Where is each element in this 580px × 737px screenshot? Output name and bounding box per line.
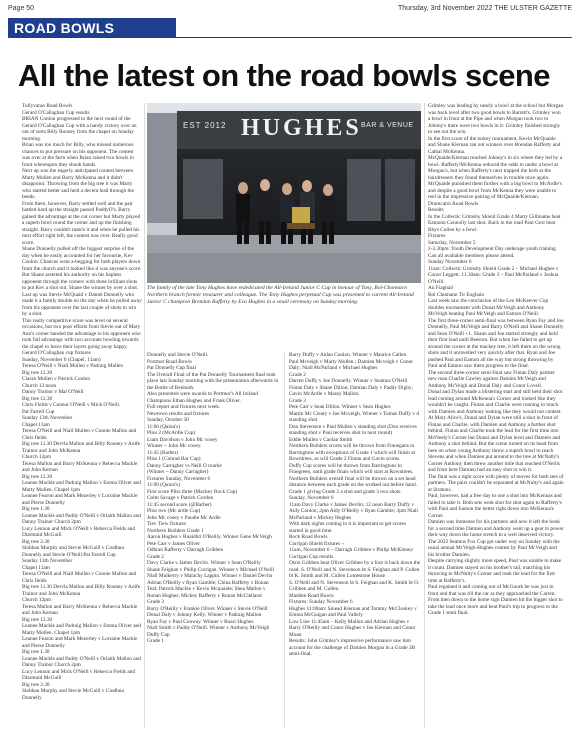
paragraph: Danny Carragher vs Neill O rourke: [147, 462, 222, 469]
paragraph: Donal and Dylan made a blistering start and still held their shot lead coming around McKenna's Corner and looked like they wouldn't be caught. Fintan and Charlie were running to touch with Damien and Anthony looking like they would not contest.: [428, 389, 563, 415]
paragraph: Northern Builders Grade 1: [147, 527, 204, 534]
paragraph: Sunday, November 6 (Chapel, 11am): [22, 356, 101, 363]
page-number: Page 50: [8, 5, 35, 12]
paragraph: Northern Builders scores will be thrown from Finnegans to Barringtons with exceptions of Grade 1 which will finish at Rowntrees, as will Grade 2 Fintan and Gavin scores.: [289, 443, 416, 462]
paragraph: Teresa O'Neill and Niall Mullen v Connie Mallon and Chris fields: [22, 428, 137, 441]
paragraph: S. O'Neill and N. Stevenson bt S. Feighan and K. Smith bt O. Gribben and M. Cullen.: [289, 579, 420, 592]
paragraph: Fintan Daly v Shane Dillon; Damian Daly v Paddy Digby; Gavin McArdle v Massy Mallon.: [289, 384, 414, 397]
paragraph: Davy Clarke v James Devlin. Winner v Sean O'Reilly: [147, 560, 261, 566]
paragraph: Pliss 2 (McArdle Cup): [147, 430, 196, 436]
paragraph: Sunday 13th November: [22, 558, 73, 564]
paragraph: Big tree 1.30: [22, 649, 50, 655]
paragraph: Results: [428, 207, 444, 213]
paragraph: Pete Carr v James Oliver: [147, 540, 200, 547]
column-divider: [424, 103, 425, 728]
sign-subtitle: BAR & VENUE: [361, 122, 414, 129]
paragraph: Results: John Grimley's impressive performance saw him account for the challenge of Damien Morgan in a Grade 3B semi-final.: [289, 638, 416, 657]
paragraph: Teresa Mallon and Barry McKenna v Rebecca Mackle and John Kernan: [22, 603, 138, 616]
paragraph: This really competitive score was level on several occasions, but two poor efforts from Stevie out of Mary Ann's corner handed the advantage to his opponent who took full advantage with two accurate bowling towards the chapel to leave their layers going away happy.: [22, 317, 141, 350]
paragraph: Grimley was leading by nearly a bowl at the school but Morgan was back level after two good bowls to Barrett's. Grimley won a bowl in front at the Pipe and when Morgan took two to Johnny's there were two bowls in it: Grimley finished strongly to see out the win.: [428, 103, 564, 135]
paragraph: Leanne Fearon and Mark Mezerley v Lorraine Mackle and Pierse Donnelly: [22, 493, 138, 506]
paragraph: Pat Farrell Cup: [22, 408, 55, 415]
paragraph: Adrian O'Reilly v Ryan Gamble; China Rafferty v Ronan Teal; Patrick Mackle v Kevin Mcquaide; Shea Mallon v Ronan Hughes; Mickey Rafferty v Ronan McClelland: [147, 579, 269, 599]
paragraph: Teresa O'Neill v Niall Mullen v Padraig Mullen: [22, 363, 124, 369]
paragraph: Despite carrying slightly more speed, Paul was unable to make it count. Damien stayed on his brother's tail, matching his throwing to McNulty's Corner and took the lead for the first time at Rafferty's.: [428, 558, 562, 584]
paragraph: The Overall Final of the Pat Donnelly Tournament final took place last Sunday morning with the presentation afterwards in the Bottle of Benburb.: [147, 371, 279, 391]
paragraph: Drumcairn Road Bowls: [428, 200, 479, 207]
paragraph: Aaron Hughes v Ruaidhri O'Reilly. Winner Gene McVeigh: [147, 534, 272, 540]
paragraph: Barry Duffy v Aidan Conlon. Winner v Maurice Callen: [289, 352, 407, 358]
paragraph: Pliss 1 (Conrad Bar Cup): [147, 456, 201, 462]
paragraph: Corrigan Shield fixtures ~: [289, 540, 345, 547]
paragraph: Darren Duffy v Joe Donnelly. Winner v Seamus O'Neill: [289, 378, 408, 384]
paragraph: 2-3.30pm: Youth Development Day underage youth training. Can all available members please attend.: [428, 246, 558, 259]
paragraph: Shane Donnelly pulled off the biggest surprise of the day when he easily accounted for her favourite, Kev Conlon. Chances went a-begging for both players down from the church and it looked like it was anyone's score.: [22, 246, 142, 272]
paragraph: The final was a tight score with plenty of moves for both sets of partners. The pairs couldn't be separated at McNulty's and again at Stratons.: [428, 473, 564, 493]
paragraph: 11am: Collectic Grimsby Shield Grade 2 – Michael Hughes v Conor Leggett. 11.30am: Grade 3 – Paul McParland v Joshua O'Neill.: [428, 265, 559, 285]
article-column-1: [22, 103, 142, 733]
paragraph: Brian was too much for Billy, who missed numerous chances to put pressure on his opponent. The contest was over at the farm when Brian raised two bowls in front whereupon they shook hands.: [22, 142, 134, 168]
paragraph: Bol Chumann Tir Eoghain: [428, 291, 485, 298]
paragraph: Big tree 1.30: [22, 506, 50, 512]
paragraph: Siobhan Murphy and Stevie McGuill v Ciodhna Donnelly and Stevie O'Neill.Pat Farrell Cup: [22, 545, 124, 558]
paragraph: Chapel 11am: [22, 421, 50, 428]
paragraph: Chris Fields v Connor O'Neill v Mick O'Neill.: [22, 402, 121, 408]
sign-name: HUGHES: [241, 115, 362, 141]
paragraph: Paul Mcveigh v Marty Mullen ; Damien Mcveigh v Conor Daly; Niall McParland v Michael Hughes: [289, 358, 414, 371]
paragraph: Danny Trainor v Mal O'Neill: [22, 389, 84, 395]
paragraph: Oisin Gribben beat Oliver Gribben by a foot is back down the road. S. O'Neill and N. Stevenson bt S. Feighan and P. Cullen bt K. Smith and M. Cullen Lomestone House: [289, 560, 421, 579]
paragraph: Hughes 11:00am: Sinead Kiernan and Tommy McCloskey v Emma McGuigan and Paul Vallely: [289, 605, 417, 618]
sign-year: EST 2012: [183, 121, 227, 130]
paragraph: Leanne Mackle and Paddy O'Neill v Orlaith Mallon and Danny Trainor Church 2pm: [22, 655, 141, 668]
paragraph: But Shane asserted his authority on his hapless opponent through the corners with three brilliant shots to put Kev a shot out. Shane the winner by over a shot.: [22, 272, 139, 291]
paragraph: Portmor Road Bowls: [147, 358, 192, 365]
paragraph: Leanne Fearon and Mark Mezerley v Lorraine Mackle and Pierse Donnelly: [22, 636, 138, 649]
page-header: [8, 5, 572, 15]
paragraph: Tullyvaran Road Bowls: [22, 103, 73, 109]
paragraph: Big tree 2.30: [22, 538, 50, 545]
paragraph: Ryan Fay v Paul Conway. Winner v Ruari Hughes: [147, 618, 254, 625]
paragraph: Grade 2: [289, 371, 306, 378]
paragraph: At Mary Alice's, Donal and Dylan were still a shot in front of Fintan and Charlie, with Damien and Anthony a further shot behind. Fintan and Charlie took the lead for the first time into McNeely's Corner but Donal and Dylan level and Damien and Anthony a shot behind. But the scene turned on its head from here on when young Anthony threw a superb bowl to reach Stevens and when Damien put around to the tree at McNally's Corner Anthony then threw another mile that reached O'Neills and from here Damien had an easy shot to win it.: [428, 415, 561, 473]
column-divider: [144, 103, 145, 728]
paragraph: Big tree 12.30: [22, 473, 53, 480]
paragraph: Pat Donnelly Cup final: [147, 365, 196, 371]
paragraph: In the first score of the turkey tournament, Kevin McQuaide and Shane Kiernan ran out winners over Brendan Rafferty and Cathal McKenna.: [428, 135, 561, 155]
paragraph: Paul regained it and coming out of McGourk he was just in front and that was till the car as they approached the Carren. From then down to the home sign Damien hit the bigger shot to take the lead once more and beat Paul's trip to progress to the Grade 1 semi final.: [428, 584, 563, 616]
paragraph: Niall Smith v Paddy O'Neill. Winner v Anthony McVeigh: [147, 625, 270, 631]
section-rule: [176, 37, 572, 38]
paragraph: Odhran Rafferty v Darragh Gribben: [147, 547, 224, 553]
paragraph: Also presented were awards to Portmor's All Ireland Champions Ethan Hughes and Frank Oliver.: [147, 391, 258, 404]
paragraph: Colm Savage v Patrick Gordon: [147, 495, 214, 501]
paragraph: Niall Mulkerry v Malachy Lappin. Winner v Daniel Devlin: [147, 573, 273, 579]
dateline: Thursday, 3rd November 2022 THE ULSTER GAZETTE: [397, 5, 572, 12]
paragraph: Sunday, October 30: [147, 417, 189, 423]
paragraph: Leanne Mackle and Padraig Mallon v Emma Oliver and Marty Mullen. Chapel 1pm: [22, 623, 141, 636]
paragraph: Sunday 13th November: [22, 415, 73, 421]
paragraph: McQuaide punished them further with a big bowl to McArdle's and despite a good bowl from McKenna they were unable to reel in the impressive pairing of McQuaide/Kiernan.: [428, 181, 562, 200]
paragraph: Gerard O'Callaghan cup fixtures: [22, 350, 91, 356]
paragraph: Church 12pm: [22, 597, 51, 603]
paragraph: 11:00 (Quinn's): [147, 482, 180, 488]
paragraph: 11:00 (Quinn's): [147, 423, 180, 430]
paragraph: Leanne Mackle and Padraig Mallon v Emma Oliver and Marty Mullen. Chapel 1pm: [22, 480, 141, 493]
column-divider: [284, 352, 285, 728]
paragraph: Corrigan Cup results: [289, 553, 334, 560]
paragraph: Donnelly and Stevie O'Neill.: [147, 352, 209, 358]
paragraph: Paul, however, had a free day to one a shot into McKennas and failed to take it. Both sets went shot for shot again to Rafferty's with Paul and Eamon the better right down into McKenna's Corner.: [428, 493, 562, 519]
paragraph: Chapel 11am: [22, 564, 50, 571]
paragraph: Next up was the eagerly anticipated contest between Marty Mullen and Barry McKenna and it didn't disappoint. Throwing from the big tree it was Marty who started better and held a decent lead through the bends.: [22, 168, 134, 200]
paragraph: McQuaide/Kiernan reached Johnny's in six where they led by a bowl. Rafferty/McKenna reduced the odds to under a bowl at Morgan's, but when Rafferty's next trapped the kerb at the hairdressers they found themselves in trouble once again.: [428, 155, 563, 181]
paragraph: Fixtures Sunday, November 6: [147, 475, 211, 482]
paragraph: BRIAN Conlon progressed to the next round of the Gerard O'Callaghan Cup with a handy victory over an out of sorts Billy Rooney from the chapel on Sunday morning.: [22, 116, 137, 142]
paragraph: 11:45 second score (@Barber): [147, 501, 212, 508]
paragraph: Saturday, November 5: [428, 239, 476, 246]
paragraph: Damien was immense for his partners and now it left the hook for a second time Damien and Anthony went up a gear to power their way down the home stretch to a well deserved victory.: [428, 519, 564, 538]
paragraph: 11:45 (Barber): [147, 449, 179, 456]
paragraph: Eddie Mullen v Caolan Smith: [289, 436, 353, 443]
paragraph: Newtown results and fixtures: [147, 410, 210, 417]
paragraph: Grade 3: [289, 397, 306, 404]
paragraph: 11am, November 6 ~ Darragh Gribben v Philip McKinney: [289, 547, 414, 553]
paragraph: Big tree 12.30: [22, 369, 53, 376]
paragraph: Pliss two (Mc ardle Cup): [147, 508, 201, 514]
paragraph: Grade 1: [147, 638, 164, 644]
article-column-3: [289, 352, 421, 732]
paragraph: Lucy Lennon and Mick O'Neill v Rebecca Fields and Diarmuid McGuill: [22, 668, 136, 681]
paragraph: Don Stevenson v Paul Mullen v standing shot (Don receives standing shot v Paul receives shot in next round): [289, 423, 417, 436]
paragraph: Barry O'Reilly v Frankie Oliver. Winner v Stevie O'Neill: [147, 605, 268, 612]
paragraph: Grade 2: [147, 553, 164, 560]
paragraph: With dark nights coming in it is important to get scores started in good time.: [289, 521, 406, 534]
paragraph: Church 12 noon: [22, 382, 57, 389]
paragraph: Grade 3: [147, 599, 164, 605]
paragraph: (Winner ~ Danny Carragher): [147, 469, 209, 475]
photo-caption: The family of the late Tony Hughes have rededicated the All-Ireland Junior C Cup in honour of Tony, Bol-Chonnacn Northern branch former treasurer and colleague. The Tony Hughes perpetual Cup was presented to current All-Ireland Junior C champion Brendan Rafferty by Eva Hughes in a small ceremony on Sunday morning.: [147, 285, 414, 305]
article-column-4: [428, 103, 564, 733]
paragraph: Full report and fixtures next week.: [147, 404, 221, 410]
paragraph: Ciaran Mullen v Patrick Conlon: [22, 376, 90, 382]
article-column-2: [147, 352, 279, 732]
paragraph: Shane Feighan v Philip Corrigan. Winner v Michael O'Neill: [147, 566, 275, 573]
paragraph: Fixtures: Sunday November 6: [289, 599, 353, 605]
paragraph: Teresa Mallon and Barry McKenna v Rebecca Mackle and John Kernan: [22, 460, 138, 473]
paragraph: Big tree 2.30: [22, 681, 50, 688]
paragraph: Leanne Mackle and Paddy O'Neill v Orlaith Mallon and Danny Trainor Church 2pm: [22, 512, 141, 525]
paragraph: Winner ~ John Mc cooey.: [147, 443, 202, 449]
paragraph: Last up was Stevie McQuaid v Daniel Donnelly who made it a family double on the day when he pulled away from his opponent over the last couple of shots to win by a shot.: [22, 291, 142, 317]
paragraph: The first three-corner semi-final was between Ryan Fay and Joe Donnelly, Paul McVeigh and Barry O'Neill and Shane Donnelly and Sean O'Neill +1. Shaun and Joe started strongly and held their first lead until Beeston. But when Joe failed to get up around the corner at the mackey tree, it left them on the wrong shots and it unravelled very quickly after that. Ryan and Joe pushed Paul and Eamon all the way but strong throwing by Paul and Eamon saw them progress to the final.: [428, 317, 564, 369]
paragraph: Low Line 11:45am – Kelly Mallon and Adrian Hughes v Barry O'Reilly and Conor Hughes v Joe Kiernan and Conor Moan: [289, 618, 416, 638]
paragraph: In the Collectic Grimsby Shield Grade 4 Marty Gilliname beat Eamonn Connolly last shot. Back in the road Paul Gorr beat Rhys Cullen by a bowl.: [428, 213, 561, 233]
paragraph: Northern Builders overall final will be thrown on a set head distance between each grade on the worked out before hand. Grade 1 giving Grade 2 a shot and grade 3 two shots.: [289, 475, 417, 495]
paragraph: Sunday, November 6: [289, 495, 334, 501]
section-label: ROAD BOWLS: [8, 18, 176, 38]
paragraph: Pete Carr v Sean Dillon. Winner v Sean Hughes: [289, 404, 391, 410]
paragraph: Last week saw the conclusion of the Leo McKeever Cup doubles tournament with Donal McVeigh and Anthony McVeigh beating Paul McVeigh and Eamon O'Neill.: [428, 298, 549, 317]
paragraph: Big tree 11.30 Dervla Mallon and Billy Rooney v Aoife Trainor and John McKenna: [22, 441, 141, 454]
paragraph: The second three-corner semi-final saw Fintan Daly partner new man Charlie Cawley against Damien McVeigh and Anthony McVeigh and Donal Daly and Conor Lovell.: [428, 369, 555, 389]
paragraph: An Fiaghail: [428, 285, 454, 291]
paragraph: Church 12pm: [22, 454, 51, 460]
paragraph: Sunday November 6: [428, 259, 472, 265]
paragraph: Teresa O'Neill and Niall Mullen v Connie Mallon and Chris fields: [22, 571, 137, 584]
paragraph: Madden Road Bowls: [289, 592, 334, 599]
paragraph: Duffy Cup: [147, 631, 170, 638]
paragraph: 11am Davy Clarke v James Devlin; 12 noon Barry Duffy v Aidy Conlon; 2pm Aidy O'Reilly v Ryan Gamble; 3pm Niall McParland v Mickey Hughes: [289, 501, 418, 521]
paragraph: Siobhan Murphy and Stevie McGuill v Ciodhna Donnelly: [22, 688, 124, 701]
paragraph: Big tree 12.30: [22, 616, 53, 623]
paragraph: Gerard O'Callaghan Cup results: [22, 109, 90, 116]
paragraph: Big tree 12.30: [22, 395, 53, 402]
paragraph: Liam Davidson v John Mc cooey: [147, 436, 218, 443]
paragraph: Duffy Cup scores will be thrown from Barringtons to Finegreen, until grade finals which will start at Rowntrees.: [289, 462, 414, 475]
paragraph: The 2022 Seamus Fox Cup got under way on Sunday with the usual annual McVeigh-Hughes contest by Paul McVeigh and his brother Damien.: [428, 538, 560, 558]
photo-hughes-bar: [147, 103, 421, 283]
paragraph: Rock Road Bowls: [289, 534, 328, 540]
paragraph: John Mc cooey v Paudie Mc Ardle: [147, 514, 221, 521]
headline: All the latest on the road bowls scene: [18, 58, 550, 93]
paragraph: Fixtures: [428, 233, 446, 239]
paragraph: From there, however, Barry settled well and the pair battled hard up the straight passed PaddyO's. Barry gained the advantage at the cut corner but Marty played a superb bowl round the corner and up the finishing straight. Barry couldn't match it and when he pulled his next effort right left, the contest was over. Really good score.: [22, 200, 141, 246]
paragraph: Lucy Lennon and Mick O'Neill v Rebecca Fields and Diarmuid McGuill: [22, 525, 136, 538]
paragraph: Martin Mc Creaty v Joe Mcveigh. Winner v Tomas Duffy v d standing shot: [289, 410, 420, 423]
paragraph: Tiev Tiew fixtures: [147, 521, 186, 527]
paragraph: Big tree 11.30 Dervla Mallon and Billy Rooney v Aoife Trainor and John McKenna: [22, 584, 141, 597]
paragraph: First score Pliss three (Mackey Rock Cup): [147, 488, 238, 495]
paragraph: Donal Daly v Johnny Kelly. Winner v Padraig Mallon: [147, 612, 262, 618]
